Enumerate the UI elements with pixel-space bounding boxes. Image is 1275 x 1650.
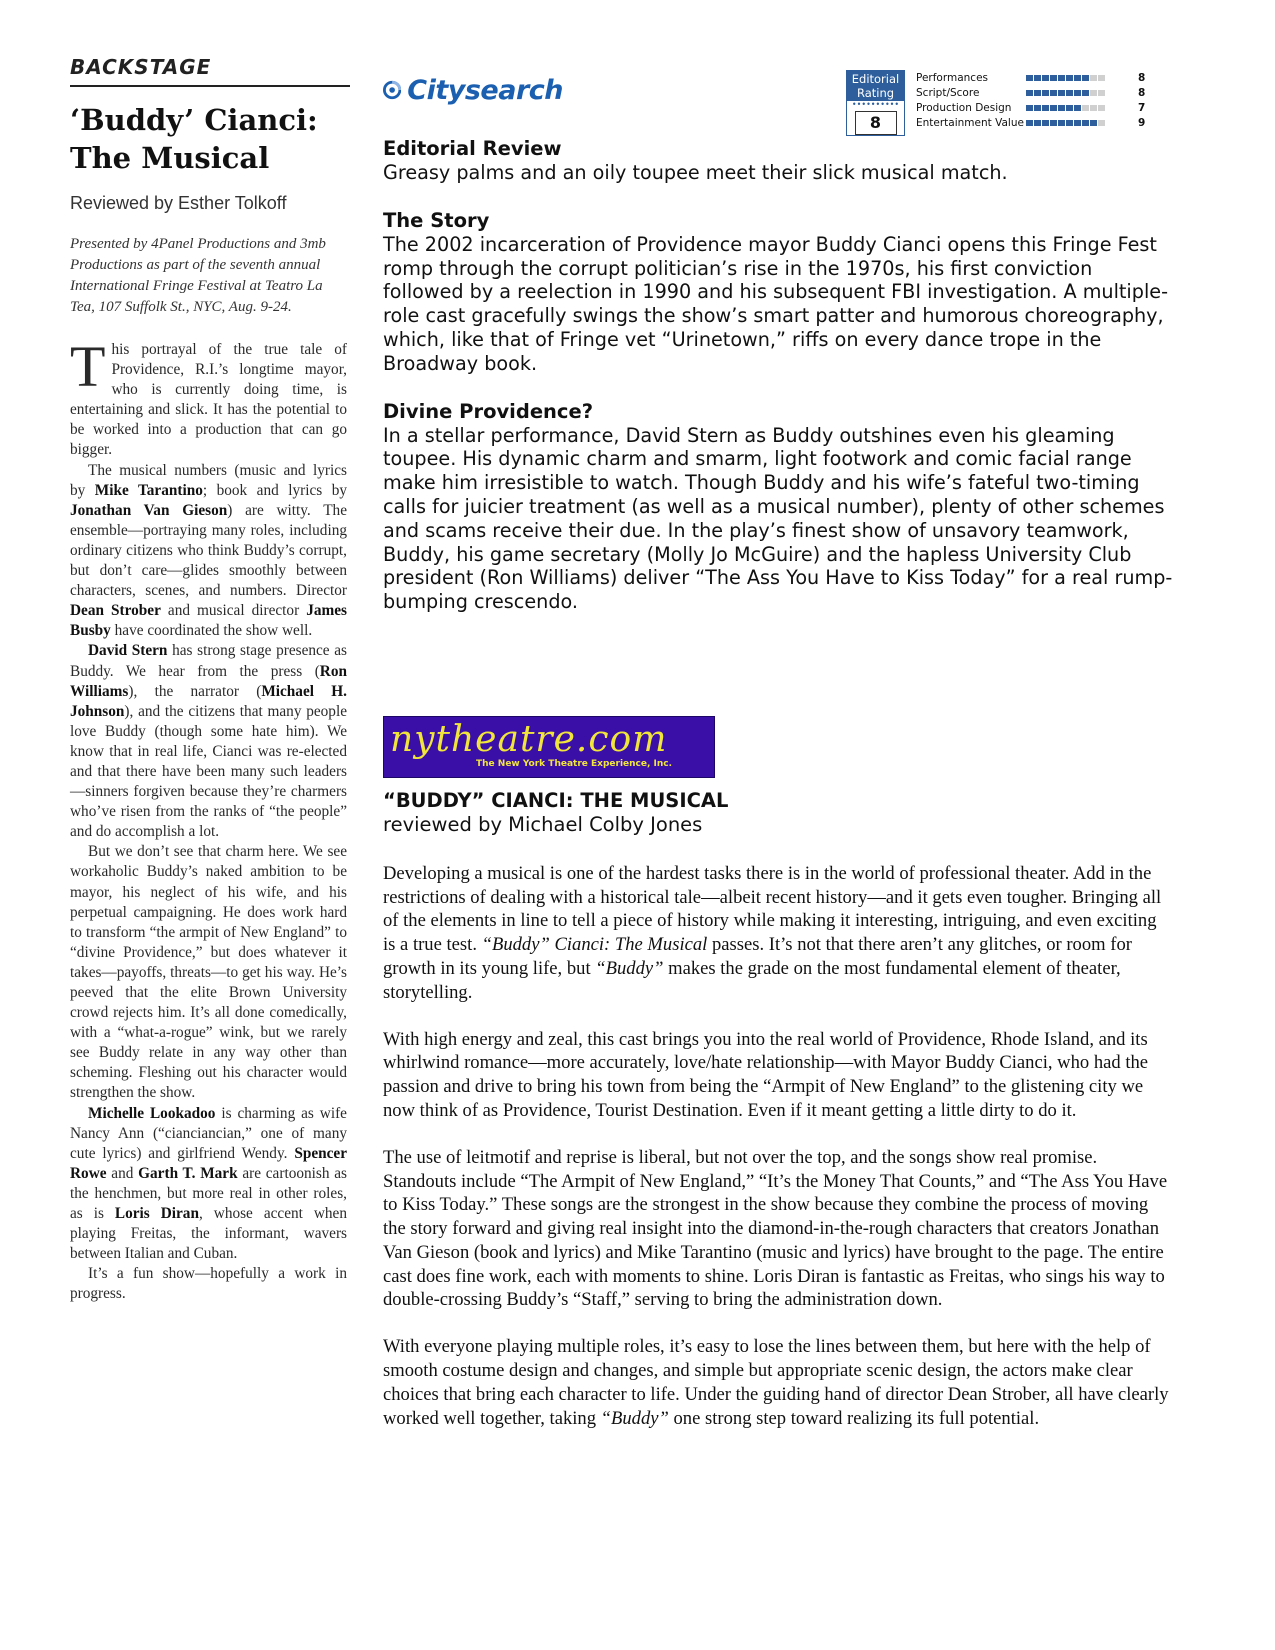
italic-title: “Buddy”	[600, 1407, 669, 1429]
rating-segment	[1074, 90, 1081, 96]
backstage-title-line1: ‘Buddy’ Cianci:	[70, 103, 318, 137]
backstage-paragraph-1	[70, 334, 347, 461]
rating-segment	[1050, 90, 1057, 96]
rating-segment	[1042, 90, 1049, 96]
paragraph-text: passes. It’s not that there aren’t any glitches, or room for growth in its young life, but	[383, 934, 1132, 979]
nytheatre-title: “BUDDY” CIANCI: THE MUSICAL	[383, 789, 729, 812]
rating-segment	[1066, 90, 1073, 96]
rating-segment	[1026, 75, 1033, 81]
paragraph-text: ), the narrator (	[128, 682, 262, 700]
citysearch-swirl-icon	[383, 77, 401, 103]
metric-label: Entertainment Value	[916, 116, 1024, 129]
metric-value: 8	[1138, 86, 1146, 99]
rating-segment	[1034, 90, 1041, 96]
rating-segment	[1042, 105, 1049, 111]
rating-segment	[1026, 120, 1033, 126]
rating-segment	[1058, 90, 1065, 96]
rating-segment	[1090, 105, 1097, 111]
paragraph-text: The musical numbers (music and lyrics by	[70, 461, 347, 499]
nytheatre-review-body	[383, 862, 1173, 1454]
rating-segment	[1082, 105, 1089, 111]
rating-segment	[1098, 75, 1105, 81]
nytheatre-paragraph-2: With high energy and zeal, this cast brings you into the real world of Providence, Rhode Island, and its whirlwind romance—more accurately, love/hate relationship—with Mayor Buddy Cianci, who had the passion and drive to bring his town from being the “Armpit of New England” to the glistening city we now think of as Providence, Tourist Destination. Even if it meant getting a little dirty to do it.	[383, 1028, 1149, 1121]
backstage-byline: Reviewed by Esther Tolkoff	[70, 193, 287, 213]
paragraph-text: his portrayal of the true tale of Providence, R.I.’s longtime mayor, who is currently doing time, is entertaining and slick. It has the potential to be worked into a production that can go bigger.	[70, 341, 347, 459]
rating-segment	[1098, 105, 1105, 111]
credit-name: Michael H. Johnson	[70, 682, 347, 720]
divine-providence-heading: Divine Providence?	[383, 399, 594, 423]
rating-segment	[1074, 120, 1081, 126]
rating-label-2: Rating	[856, 86, 895, 100]
nytheatre-logo	[383, 716, 715, 778]
metric-bar	[1026, 75, 1126, 81]
italic-title: “Buddy”	[595, 957, 664, 979]
story-text: The 2002 incarceration of Providence mayor Buddy Cianci opens this Fringe Fest romp through the corrupt politician’s rise in the 1970s, his first conviction followed by a reelection in 1990 and his subsequent FBI investigation. A multiple-role cast gracefully swings the show’s smart patter and humorous choreography, which, like that of Fringe vet “Urinetown,” riffs on every dance trope in the Broadway book.	[383, 232, 1169, 375]
editorial-rating-box	[846, 70, 905, 136]
credit-name: Mike Tarantino	[94, 481, 203, 499]
rating-segment	[1034, 105, 1041, 111]
rating-segment	[1066, 105, 1073, 111]
metric-bar	[1026, 90, 1126, 96]
credit-name: Dean Strober	[70, 602, 161, 620]
backstage-title-line2: The Musical	[70, 141, 270, 175]
citysearch-logo-text: Citysearch	[407, 74, 563, 106]
rating-segment	[1026, 105, 1033, 111]
backstage-paragraph-4: But we don’t see that charm here. We see workaholic Buddy’s naked ambition to be mayor, his neglect of his wife, and his perpetual campaigning. He does work hard to transform “the armpit of New England” to “divine Providence,” but does whatever it takes—payoffs, threats—to get his way. He’s peeved that the elite Brown University crowd rejects him. It’s all done comedically, with a “what-a-rogue” wink, but we rarely see Buddy relate in any way other than scheming. Fleshing out his character would strengthen the show.	[70, 843, 347, 1102]
backstage-masthead: BACKSTAGE	[70, 55, 350, 87]
nytheatre-header	[383, 789, 1173, 837]
metric-label: Script/Score	[916, 86, 980, 99]
paragraph-text: are cartoonish as the henchmen, but more real in other roles, as is	[70, 1164, 347, 1223]
nytheatre-paragraph-4	[383, 1335, 1173, 1430]
paragraph-text: ) are witty. The ensemble—portraying many roles, including ordinary citizens who think Buddy’s corrupt, but don’t care—glides smoothly between characters, scenes, and numbers. Director	[70, 501, 347, 600]
backstage-body	[70, 334, 347, 1305]
rating-segment	[1082, 90, 1089, 96]
paragraph-text: makes the grade on the most fundamental element of theater, storytelling.	[383, 957, 1121, 1003]
paragraph-text: ), and the citizens that many people love Buddy (though some hate him). We know that in real life, Cianci was re-elected and that there have been many such leaders—sinners forgiven because they’re charmers who’ve risen from the ranks of “the people” and do accomplish a lot.	[70, 702, 347, 841]
rating-header	[847, 71, 904, 101]
credit-name: Ron Williams	[70, 662, 347, 700]
paragraph-text: Developing a musical is one of the hardest tasks there is in the world of professional theater. Add in the restrictions of dealing with a historical tale—albeit recent history—and it gets even tougher. Bringing all of the elements in line to tell a piece of history while making it interesting, intriguing, and even exciting is a true test.	[383, 863, 1162, 956]
backstage-paragraph-6: It’s a fun show—hopefully a work in progress.	[70, 1265, 347, 1303]
metric-bar	[1026, 120, 1126, 126]
nytheatre-paragraph-1	[383, 862, 1173, 1004]
italic-title: “Buddy” Cianci: The Musical	[481, 934, 708, 956]
rating-metrics	[916, 70, 1156, 130]
credit-name: David Stern	[88, 642, 168, 660]
metric-value: 7	[1138, 101, 1146, 114]
rating-value: 8	[855, 111, 897, 135]
rating-segment	[1034, 75, 1041, 81]
backstage-review	[70, 55, 350, 1305]
credit-name: Loris Diran	[114, 1205, 199, 1223]
rating-segment	[1050, 75, 1057, 81]
paragraph-text: and musical director	[160, 602, 307, 620]
metric-label: Production Design	[916, 101, 1012, 114]
credit-name: Jonathan Van Gieson	[70, 501, 228, 519]
dropcap: T	[70, 334, 106, 399]
credit-name: Michelle Lookadoo	[88, 1104, 216, 1122]
backstage-paragraph-2	[70, 461, 347, 642]
story-heading: The Story	[383, 208, 490, 232]
paragraph-text: and	[106, 1164, 139, 1182]
rating-segment	[1074, 105, 1081, 111]
backstage-paragraph-3	[70, 641, 347, 842]
paragraph-text: is charming as wife Nancy Ann (“cianciancian,” one of many cute lyrics) and girlfriend Wendy.	[70, 1104, 347, 1162]
nytheatre-byline: reviewed by Michael Colby Jones	[383, 813, 703, 836]
metric-row	[916, 115, 1156, 130]
backstage-title	[70, 101, 350, 177]
metric-bar	[1026, 105, 1126, 111]
rating-segment	[1090, 90, 1097, 96]
nytheatre-logo-text: nytheatre.com	[390, 719, 668, 760]
backstage-paragraph-5	[70, 1104, 347, 1265]
paragraph-text: , whose accent when playing Freitas, the informant, wavers between Italian and Cuban.	[70, 1205, 347, 1263]
rating-segment	[1042, 75, 1049, 81]
rating-segment	[1058, 105, 1065, 111]
rating-label-1: Editorial	[851, 72, 900, 86]
nytheatre-logo-tagline: The New York Theatre Experience, Inc.	[476, 759, 673, 769]
rating-segment	[1058, 120, 1065, 126]
metric-value: 8	[1138, 71, 1146, 84]
editorial-review-heading: Editorial Review	[383, 137, 562, 160]
paragraph-text: one strong step toward realizing its full potential.	[668, 1407, 1040, 1429]
rating-segment	[1082, 75, 1089, 81]
credit-name: James Busby	[70, 602, 347, 640]
paragraph-text: has strong stage presence as Buddy. We hear from the press (	[70, 642, 347, 680]
divine-providence-text: In a stellar performance, David Stern as Buddy outshines even his gleaming toupee. His dynamic charm and smarm, light footwork and comic facial range make him irresistible to watch. Though Buddy and his wife’s fateful two-timing calls for juicier treatment (as well as a musical number), plenty of other schemes and scams receive their due. In the play’s finest show of unsavory teamwork, Buddy, his game secretary (Molly Jo McGuire) and the hapless University Club president (Ron Williams) deliver “The Ass You Have to Kiss Today” for a real rump-bumping crescendo.	[383, 423, 1173, 614]
credit-name: Spencer Rowe	[70, 1144, 347, 1182]
rating-segment	[1058, 75, 1065, 81]
paragraph-text: With everyone playing multiple roles, it’s easy to lose the lines between them, but here with the help of smooth costume design and changes, and simple but appropriate scenic design, the actors make clear choices that bring each character to life. Under the guiding hand of director Dean Strober, all have clearly worked well together, taking	[383, 1336, 1169, 1429]
rating-segment	[1066, 75, 1073, 81]
paragraph-text: have coordinated the show well.	[110, 622, 313, 640]
rating-dots-decoration: ••••••••••	[851, 100, 900, 109]
metric-label: Performances	[916, 71, 989, 84]
rating-segment	[1098, 120, 1105, 126]
rating-segment	[1050, 105, 1057, 111]
rating-segment	[1042, 120, 1049, 126]
rating-segment	[1074, 75, 1081, 81]
metric-row	[916, 70, 1156, 85]
backstage-credit: Presented by 4Panel Productions and 3mb Productions as part of the seventh annual International Fringe Festival at Teatro La Tea, 107 Suffolk St., NYC, Aug. 9-24.	[70, 236, 326, 315]
rating-segment	[1082, 120, 1089, 126]
rating-segment	[1066, 120, 1073, 126]
metric-value: 9	[1138, 116, 1146, 129]
metric-row	[916, 85, 1156, 100]
nytheatre-paragraph-3: The use of leitmotif and reprise is liberal, but not over the top, and the songs show real promise. Standouts include “The Armpit of New England,” “It’s the Money That Counts,” and “The Ass You Have to Kiss Today.” These songs are the strongest in the show because they combine the process of moving the story forward and giving real insight into the diamond-in-the-rough characters that creators Jonathan Van Gieson (book and lyrics) and Mike Tarantino (music and lyrics) have brought to the page. The entire cast does fine work, each with moments to shine. Loris Diran is fantastic as Freitas, who sings his way to double-crossing Buddy’s “Staff,” serving to bring the administration down.	[383, 1147, 1168, 1311]
rating-segment	[1090, 75, 1097, 81]
credit-name: Garth T. Mark	[138, 1164, 238, 1182]
rating-segment	[1090, 120, 1097, 126]
metric-row	[916, 100, 1156, 115]
citysearch-logo	[383, 70, 563, 110]
editorial-review-text: Greasy palms and an oily toupee meet their slick musical match.	[383, 161, 1008, 184]
rating-segment	[1026, 90, 1033, 96]
rating-segment	[1098, 90, 1105, 96]
citysearch-review	[383, 137, 1173, 614]
paragraph-text: ; book and lyrics by	[202, 481, 347, 499]
rating-segment	[1050, 120, 1057, 126]
rating-segment	[1034, 120, 1041, 126]
